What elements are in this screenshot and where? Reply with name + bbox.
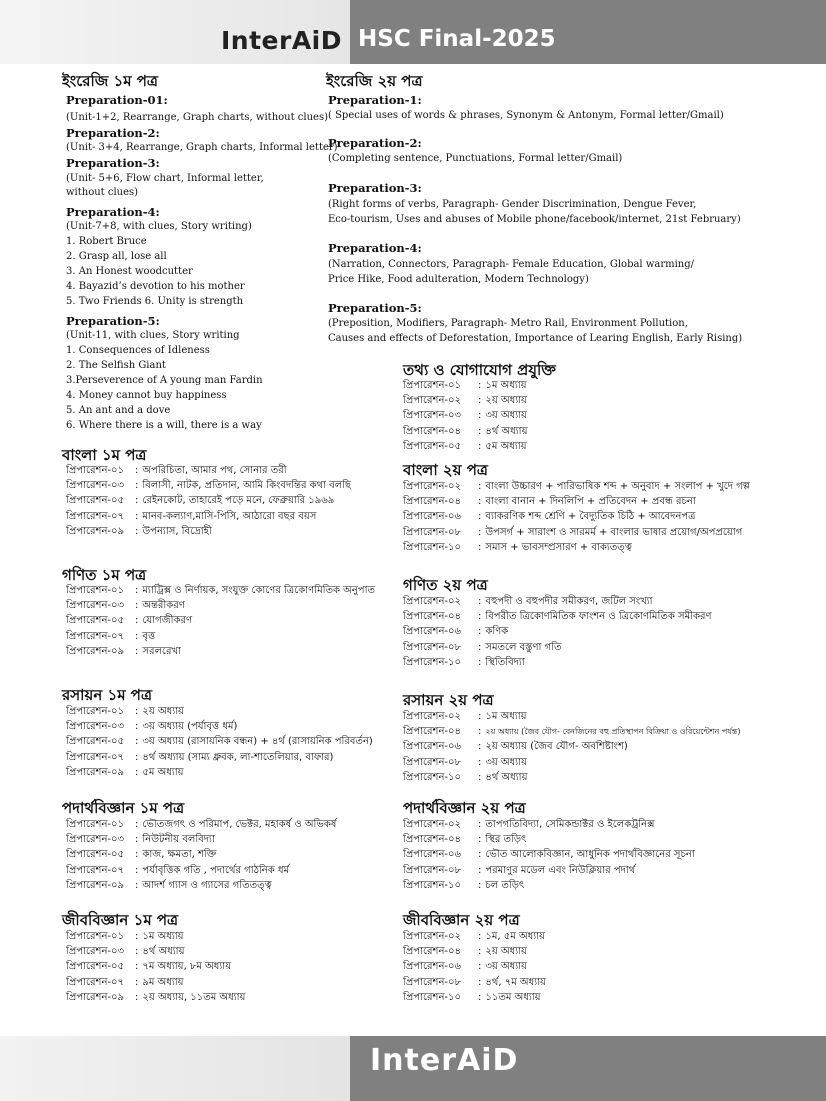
preparation-topics: ম্যাট্রিক্স ও নির্ণায়ক, সংযুক্ত কোণের ত্রিকোণমিতিক অনুপাত [142, 585, 375, 596]
colon-separator: : [478, 711, 482, 722]
colon-separator: : [478, 991, 482, 1003]
preparation-label: প্রিপারেশন-০৮ [403, 864, 462, 876]
preparation-label: প্রিপারেশন-০৬ [403, 741, 462, 753]
preparation-label: প্রিপারেশন-০৩ [66, 721, 125, 733]
preparation-heading: Preparation-3: [328, 181, 422, 195]
preparation-row [66, 493, 334, 509]
colon-separator: : [478, 596, 482, 607]
preparation-label: প্রিপারেশন-০৯ [66, 879, 125, 891]
preparation-label: প্রিপারেশন-০২ [403, 711, 462, 722]
preparation-heading: Preparation-4: [66, 205, 160, 219]
preparation-topics: সরলরেখা [142, 645, 181, 657]
section-title: জীববিজ্ঞান ১ম পত্র [62, 911, 179, 929]
preparation-topics: স্থিতিবিদ্যা [485, 656, 525, 668]
preparation-row [66, 959, 231, 975]
preparation-row [66, 644, 181, 660]
colon-separator: : [478, 611, 482, 623]
preparation-detail: (Narration, Connectors, Paragraph- Female Education, Global warming/ [328, 259, 695, 270]
colon-separator: : [478, 946, 482, 958]
preparation-heading: Preparation-2: [328, 136, 422, 150]
preparation-label: প্রিপারেশন-০৩ [66, 480, 125, 492]
colon-separator: : [478, 395, 482, 407]
colon-separator: : [478, 641, 482, 653]
preparation-row [66, 832, 215, 848]
preparation-topics: ২য় অধ্যায় [485, 946, 527, 958]
preparation-topics: সমাস + ভাবসম্প্রসারণ + বাক্যতত্ত্ব [485, 541, 632, 553]
preparation-topics: উপসর্গ + সারাংশ ও সারমর্ম + বাংলার ভাষার প্রয়োগ/অপপ্রয়োগ [485, 526, 743, 538]
colon-separator: : [478, 496, 482, 508]
preparation-label: প্রিপারেশন-১০ [403, 991, 462, 1003]
preparation-row [403, 817, 654, 833]
preparation-label: প্রিপারেশন-০৪ [403, 496, 462, 508]
preparation-label: প্রিপারেশন-০৭ [66, 630, 125, 642]
preparation-topics: বাংলা উচ্চারণ + পারিভাষিক শব্দ + অনুবাদ + সংলাপ + খুদে গল্প [485, 481, 750, 492]
preparation-topics: ৭ম অধ্যায়, ৮ম অধ্যায় [142, 961, 232, 973]
colon-separator: : [135, 834, 139, 846]
preparation-label: প্রিপারেশন-০৮ [403, 526, 462, 538]
preparation-label: প্রিপারেশন-০৯ [66, 991, 125, 1003]
colon-separator: : [135, 864, 139, 876]
colon-separator: : [478, 410, 482, 422]
preparation-row [403, 509, 696, 525]
preparation-row [403, 863, 635, 879]
colon-separator: : [135, 615, 139, 627]
colon-separator: : [135, 600, 139, 612]
section-title: রসায়ন ১ম পত্র [62, 686, 153, 704]
colon-separator: : [478, 626, 482, 638]
preparation-label: প্রিপারেশন-০১ [403, 380, 462, 391]
colon-separator: : [135, 706, 139, 717]
preparation-detail: 4. Money cannot buy happiness [66, 390, 227, 401]
colon-separator: : [135, 525, 139, 537]
preparation-label: প্রিপারেশন-০৫ [66, 615, 125, 627]
preparation-label: প্রিপারেশন-০৮ [403, 756, 462, 768]
section-title: ইংরেজি ২য় পত্র [326, 72, 423, 90]
colon-separator: : [478, 976, 482, 988]
colon-separator: : [478, 656, 482, 668]
preparation-row [66, 944, 184, 960]
preparation-label: প্রিপারেশন-০৫ [66, 736, 125, 748]
preparation-detail: 4. Bayazid’s devotion to his mother [66, 281, 245, 292]
colon-separator: : [135, 736, 139, 748]
preparation-label: প্রিপারেশন-০২ [403, 395, 462, 407]
preparation-topics: ১ম অধ্যায় [142, 931, 184, 942]
preparation-topics: ১ম, ৫ম অধ্যায় [485, 931, 545, 942]
preparation-detail: 2. Grasp all, lose all [66, 251, 167, 262]
preparation-row [403, 929, 545, 945]
colon-separator: : [135, 645, 139, 657]
preparation-heading: Preparation-5: [66, 314, 160, 328]
colon-separator: : [478, 741, 482, 753]
section-title: গণিত ১ম পত্র [62, 566, 147, 584]
preparation-topics: পরমাণুর মডেল এবং নিউক্লিয়ার পদার্থ [485, 864, 636, 876]
preparation-label: প্রিপারেশন-০২ [403, 931, 462, 942]
section-title: পদার্থবিজ্ঞান ২য় পত্র [403, 799, 526, 817]
preparation-topics: অন্তরীকরণ [142, 600, 185, 612]
preparation-label: প্রিপারেশন-০৭ [66, 864, 125, 876]
preparation-row [403, 439, 527, 455]
preparation-row [403, 393, 527, 409]
preparation-label: প্রিপারেশন-০২ [403, 481, 462, 492]
colon-separator: : [478, 526, 482, 538]
preparation-label: প্রিপারেশন-০৩ [403, 410, 462, 422]
colon-separator: : [135, 961, 139, 973]
preparation-heading: Preparation-01: [66, 93, 168, 107]
preparation-detail: 5. An ant and a dove [66, 405, 171, 416]
preparation-topics: কণিক [485, 626, 509, 638]
preparation-topics: ৪র্থ, ৭ম অধ্যায় [485, 976, 546, 988]
colon-separator: : [478, 961, 482, 973]
preparation-row [66, 613, 192, 629]
preparation-label: প্রিপারেশন-০৬ [403, 961, 462, 973]
brand-logo: InterAiD [220, 26, 342, 55]
preparation-row [403, 739, 628, 755]
colon-separator: : [478, 380, 482, 391]
preparation-heading: Preparation-4: [328, 241, 422, 255]
preparation-row [403, 609, 712, 625]
preparation-row [403, 709, 527, 725]
colon-separator: : [135, 721, 139, 733]
colon-separator: : [478, 541, 482, 553]
footer-right-panel [350, 1036, 826, 1101]
preparation-row [66, 734, 373, 750]
preparation-topics: ৩য় অধ্যায় (পর্যাবৃত্ত ধর্ম) [142, 721, 238, 733]
preparation-row [66, 704, 184, 720]
preparation-row [403, 540, 632, 556]
section-title: বাংলা ২য় পত্র [403, 461, 488, 479]
preparation-topics: সমতলে বস্তুণা গতি [485, 641, 562, 653]
colon-separator: : [478, 756, 482, 768]
preparation-label: প্রিপারেশন-০৪ [403, 726, 462, 738]
preparation-topics: বাংলা বানান + দিনলিপি + প্রতিবেদন + প্রবন্ধ রচনা [485, 496, 696, 508]
preparation-topics: বহুপদী ও বহুপদীর সমীকরণ, জটিল সংখ্যা [485, 596, 653, 607]
header-right-panel [350, 0, 826, 64]
preparation-topics: ৩য় অধ্যায় (রাসায়নিক বন্ধন) + ৪র্থ (রাসায়নিক পরিবর্তন) [142, 736, 373, 748]
colon-separator: : [135, 991, 139, 1003]
preparation-topics: ৪র্থ অধ্যায় [485, 771, 528, 783]
preparation-topics: ৩য় অধ্যায় [485, 410, 527, 422]
colon-separator: : [478, 425, 482, 437]
preparation-detail: Eco-tourism, Uses and abuses of Mobile phone/facebook/internet, 21st February) [328, 214, 741, 225]
preparation-detail: 5. Two Friends 6. Unity is strength [66, 296, 244, 307]
preparation-topics: চল তড়িৎ [485, 879, 525, 891]
footer-left-panel [0, 1036, 350, 1101]
colon-separator: : [478, 879, 482, 891]
preparation-topics: আদর্শ গ্যাস ও গ্যাসের গতিতত্ত্ব [142, 879, 272, 891]
preparation-label: প্রিপারেশন-১০ [403, 771, 462, 783]
preparation-topics: ২য় অধ্যায় (জৈব যৌগ- অবশিষ্টাংশ) [485, 741, 628, 753]
preparation-label: প্রিপারেশন-০৫ [66, 495, 125, 507]
preparation-label: প্রিপারেশন-০১ [66, 706, 125, 717]
preparation-row [66, 478, 351, 494]
preparation-row [403, 990, 541, 1006]
preparation-topics: বিপরীত ত্রিকোণমিতিক ফাংশন ও ত্রিকোণমিতিক সমীকরণ [485, 611, 712, 623]
colon-separator: : [478, 849, 482, 861]
preparation-row [66, 719, 237, 735]
colon-separator: : [135, 465, 139, 476]
preparation-topics: যোগজীকরণ [142, 615, 192, 627]
preparation-row [403, 408, 527, 424]
preparation-detail: (Unit-11, with clues, Story writing [66, 330, 240, 341]
preparation-topics: পর্যাবৃত্তিক গতি , পদার্থের গাঠনিক ধর্ম [142, 864, 290, 876]
preparation-topics: ৯ম অধ্যায় [142, 976, 184, 988]
preparation-label: প্রিপারেশন-০৮ [403, 641, 462, 653]
preparation-label: প্রিপারেশন-০৮ [403, 976, 462, 988]
preparation-detail: (Unit- 5+6, Flow chart, Informal letter, [66, 173, 264, 184]
preparation-topics: ৫ম অধ্যায় [485, 440, 527, 452]
section-title: ইংরেজি ১ম পত্র [62, 72, 158, 90]
preparation-heading: Preparation-5: [328, 301, 422, 315]
preparation-row [403, 378, 527, 394]
preparation-row [403, 494, 696, 510]
preparation-detail: 2. The Selfish Giant [66, 360, 166, 371]
preparation-topics: ১ম অধ্যায় [485, 711, 527, 722]
preparation-row [403, 655, 525, 671]
colon-separator: : [135, 766, 139, 778]
preparation-topics: ২য় অধ্যায় (জৈব যৌগ- বেনজিনের বহু প্রতিস্থাপন বিক্রিয়া ও ওরিয়েন্টেশন পর্যন্ত) [485, 727, 741, 737]
preparation-topics: মানব-কল্যাণ,মাসি-পিসি, আঠারো বছর বয়স [142, 510, 317, 522]
preparation-topics: অপরিচিতা, আমার পথ, সোনার তরী [142, 465, 287, 476]
preparation-label: প্রিপারেশন-০৩ [66, 834, 125, 846]
preparation-label: প্রিপারেশন-০৩ [66, 600, 125, 612]
colon-separator: : [135, 751, 139, 763]
preparation-label: প্রিপারেশন-০২ [403, 819, 462, 830]
preparation-topics: ৪র্থ অধ্যায় [142, 946, 185, 958]
preparation-label: প্রিপারেশন-০৪ [403, 425, 462, 437]
preparation-row [66, 509, 316, 525]
preparation-detail: ( Special uses of words & phrases, Synonym & Antonym, Formal letter/Gmail) [328, 110, 724, 121]
preparation-label: প্রিপারেশন-০৬ [403, 511, 462, 523]
colon-separator: : [135, 495, 139, 507]
preparation-detail: 1. Robert Bruce [66, 236, 147, 247]
preparation-row [403, 770, 527, 786]
preparation-topics: তাপগতিবিদ্যা, সেমিকন্ডাক্টর ও ইলেকট্রনিক্স [485, 819, 655, 830]
colon-separator: : [135, 480, 139, 492]
colon-separator: : [135, 630, 139, 642]
section-title: তথ্য ও যোগাযোগ প্রযুক্তি [403, 361, 556, 379]
colon-separator: : [135, 976, 139, 988]
preparation-row [403, 594, 653, 610]
preparation-topics: ৩য় অধ্যায় [485, 756, 527, 768]
preparation-row [403, 944, 527, 960]
colon-separator: : [478, 726, 482, 738]
preparation-label: প্রিপারেশন-০২ [403, 596, 462, 607]
preparation-heading: Preparation-2: [66, 126, 160, 140]
preparation-topics: বৃত্ত [142, 630, 156, 642]
header [0, 0, 826, 64]
preparation-label: প্রিপারেশন-০১ [66, 465, 125, 476]
preparation-label: প্রিপারেশন-০১ [66, 585, 125, 596]
colon-separator: : [478, 931, 482, 942]
preparation-detail: 6. Where there is a will, there is a way [66, 420, 262, 431]
preparation-topics: ৪র্থ অধ্যায় (সাম্য ধ্রুবক, লা-শাতেলিয়ার, বাফার) [142, 751, 334, 763]
preparation-detail: (Unit-7+8, with clues, Story writing) [66, 221, 252, 232]
preparation-topics: ৩য় অধ্যায় [485, 961, 527, 973]
preparation-row [403, 847, 695, 863]
preparation-detail: Causes and effects of Deforestation, Importance of Learing English, Early Rising) [328, 333, 743, 344]
preparation-label: প্রিপারেশন-০৯ [66, 766, 125, 778]
section-title: জীববিজ্ঞান ২য় পত্র [403, 911, 520, 929]
preparation-label: প্রিপারেশন-০৭ [66, 751, 125, 763]
section-title: পদার্থবিজ্ঞান ১ম পত্র [62, 799, 185, 817]
colon-separator: : [478, 834, 482, 846]
colon-separator: : [478, 511, 482, 523]
preparation-heading: Preparation-1: [328, 93, 422, 107]
preparation-topics: রেইনকোট, তাহারেই পড়ে মনে, ফেব্রুয়ারি ১৯৬৯ [142, 495, 335, 507]
preparation-detail: 3.Perseverence of A young man Fardin [66, 375, 263, 386]
preparation-row [66, 463, 287, 479]
colon-separator: : [135, 585, 139, 596]
preparation-label: প্রিপারেশন-০৩ [66, 946, 125, 958]
preparation-heading: Preparation-3: [66, 156, 160, 170]
preparation-row [66, 750, 333, 766]
preparation-topics: উপন্যাস, বিদ্রোহী [142, 525, 212, 537]
preparation-label: প্রিপারেশন-০৪ [403, 946, 462, 958]
header-left-panel [0, 0, 350, 64]
section-title: গণিত ২য় পত্র [403, 576, 488, 594]
preparation-detail: (Unit-1+2, Rearrange, Graph charts, without clues) [66, 112, 328, 123]
preparation-row [66, 598, 185, 614]
preparation-topics: ২য় অধ্যায় [142, 706, 184, 717]
footer [0, 1036, 826, 1101]
preparation-detail: (Right forms of verbs, Paragraph- Gender Discrimination, Dengue Fever, [328, 199, 697, 210]
section-title: বাংলা ১ম পত্র [62, 446, 147, 464]
colon-separator: : [478, 819, 482, 830]
preparation-label: প্রিপারেশন-১০ [403, 541, 462, 553]
colon-separator: : [135, 510, 139, 522]
preparation-row [403, 975, 546, 991]
preparation-row [403, 525, 742, 541]
colon-separator: : [135, 879, 139, 891]
preparation-detail: (Completing sentence, Punctuations, Formal letter/Gmail) [328, 153, 623, 164]
preparation-row [66, 629, 155, 645]
preparation-row [66, 524, 212, 540]
preparation-topics: ১১তম অধ্যায় [485, 991, 541, 1003]
preparation-row [66, 929, 184, 945]
preparation-detail: 1. Consequences of Idleness [66, 345, 210, 356]
colon-separator: : [135, 819, 139, 830]
footer-brand-logo: InterAiD [370, 1043, 519, 1078]
preparation-label: প্রিপারেশন-০১ [66, 819, 125, 830]
preparation-topics: কাজ, ক্ষমতা, শক্তি [142, 849, 217, 861]
preparation-label: প্রিপারেশন-০৯ [66, 525, 125, 537]
section-title: রসায়ন ২য় পত্র [403, 691, 494, 709]
colon-separator: : [135, 849, 139, 861]
preparation-row [66, 765, 184, 781]
preparation-label: প্রিপারেশন-০৫ [403, 440, 462, 452]
preparation-topics: ভৌত আলোকবিজ্ঞান, আধুনিক পদার্থবিজ্ঞানের সূচনা [485, 849, 695, 861]
preparation-label: প্রিপারেশন-১০ [403, 879, 462, 891]
preparation-label: প্রিপারেশন-০৪ [403, 611, 462, 623]
colon-separator: : [135, 946, 139, 958]
preparation-row [403, 724, 741, 740]
preparation-row [403, 479, 750, 495]
preparation-label: প্রিপারেশন-০৬ [403, 626, 462, 638]
preparation-topics: ৫ম অধ্যায় [142, 766, 184, 778]
preparation-row [403, 832, 526, 848]
preparation-label: প্রিপারেশন-০৭ [66, 510, 125, 522]
preparation-label: প্রিপারেশন-০৫ [66, 961, 125, 973]
preparation-row [403, 624, 508, 640]
preparation-topics: ২য় অধ্যায়, ১১তম অধ্যায় [142, 991, 246, 1003]
preparation-label: প্রিপারেশন-০৭ [66, 976, 125, 988]
preparation-row [66, 847, 216, 863]
exam-title: HSC Final-2025 [358, 26, 556, 52]
preparation-label: প্রিপারেশন-০৯ [66, 645, 125, 657]
preparation-row [66, 975, 184, 991]
preparation-topics: ১ম অধ্যায় [485, 380, 527, 391]
preparation-detail: 3. An Honest woodcutter [66, 266, 193, 277]
preparation-topics: ভৌতজগৎ ও পরিমাপ, ভেক্টর, মহাকর্ষ ও অভিকর্ষ [142, 819, 337, 830]
colon-separator: : [478, 864, 482, 876]
preparation-topics: বিলাসী, নাটক, প্রতিদান, আমি কিংবদন্তির কথা বলছি [142, 480, 352, 492]
colon-separator: : [135, 931, 139, 942]
colon-separator: : [478, 481, 482, 492]
preparation-row [403, 755, 527, 771]
preparation-row [66, 863, 289, 879]
preparation-row [403, 878, 524, 894]
preparation-topics: নিউটনীয় বলবিদ্যা [142, 834, 215, 846]
preparation-label: প্রিপারেশন-০৬ [403, 849, 462, 861]
preparation-row [403, 640, 562, 656]
preparation-label: প্রিপারেশন-০৫ [66, 849, 125, 861]
preparation-row [66, 878, 272, 894]
preparation-detail: (Preposition, Modifiers, Paragraph- Metro Rail, Environment Pollution, [328, 318, 688, 329]
preparation-detail: without clues) [66, 187, 139, 198]
preparation-row [66, 583, 375, 599]
preparation-row [66, 817, 336, 833]
colon-separator: : [478, 771, 482, 783]
preparation-topics: ব্যাকরণিক শব্দ শ্রেণি + বৈদ্যুতিক চিঠি + আবেদনপত্র [485, 511, 696, 523]
preparation-label: প্রিপারেশন-০৪ [403, 834, 462, 846]
preparation-detail: (Unit- 3+4, Rearrange, Graph charts, Informal letter) [66, 142, 338, 153]
colon-separator: : [478, 440, 482, 452]
preparation-row [403, 959, 527, 975]
preparation-topics: ৪র্থ অধ্যায় [485, 425, 528, 437]
preparation-row [66, 990, 245, 1006]
preparation-label: প্রিপারেশন-০১ [66, 931, 125, 942]
preparation-topics: ২য় অধ্যায় [485, 395, 527, 407]
preparation-row [403, 424, 527, 440]
preparation-topics: স্থির তড়িৎ [485, 834, 527, 846]
preparation-label: প্রিপারেশন-১০ [403, 656, 462, 668]
preparation-detail: Price Hike, Food adulteration, Modern Technology) [328, 274, 589, 285]
